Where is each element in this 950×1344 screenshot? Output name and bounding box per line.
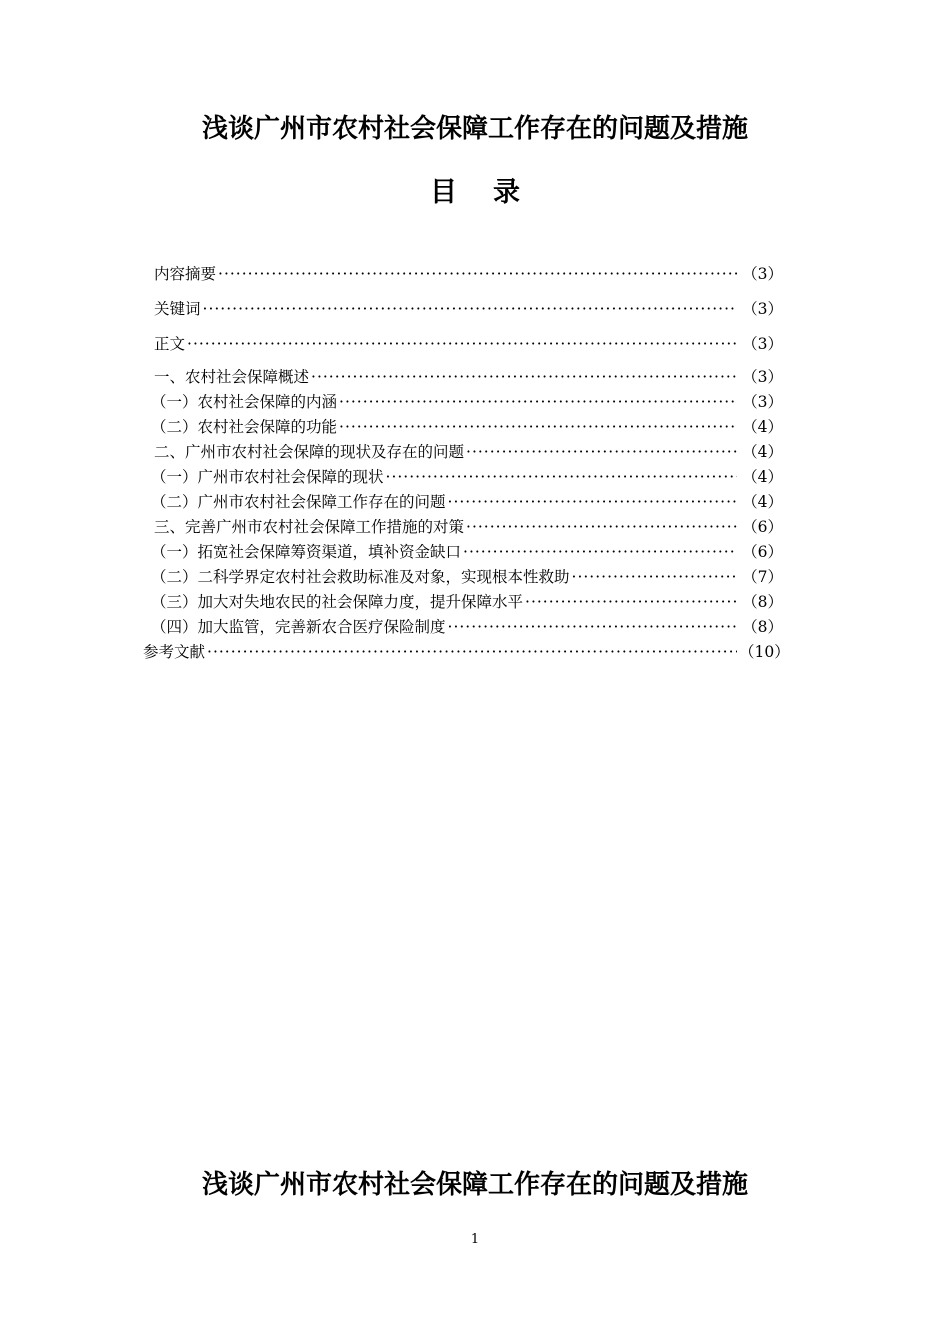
toc-entry[interactable] xyxy=(143,390,783,415)
toc-entry-page: （3） xyxy=(742,265,783,283)
toc-entry-page: （7） xyxy=(742,568,783,586)
toc-leader-dots xyxy=(572,565,737,590)
toc-leader-dots xyxy=(187,330,737,358)
toc-entry-page: （10） xyxy=(739,643,790,661)
toc-entry-label: （二）广州市农村社会保障工作存在的问题 xyxy=(151,493,446,511)
toc-leader-dots xyxy=(448,615,737,640)
toc-entry-label: （四）加大监管，完善新农合医疗保险制度 xyxy=(151,618,446,636)
toc-entry-label: 三、完善广州市农村社会保障工作措施的对策 xyxy=(154,518,465,536)
toc-leader-dots xyxy=(386,465,737,490)
table-of-contents xyxy=(143,260,790,665)
toc-entry[interactable] xyxy=(143,365,783,390)
toc-entry[interactable] xyxy=(143,640,790,665)
toc-leader-dots xyxy=(218,260,737,288)
toc-entry-page: （4） xyxy=(742,418,783,436)
toc-entry-page: （3） xyxy=(742,393,783,411)
toc-entry[interactable] xyxy=(143,415,783,440)
toc-leader-dots xyxy=(525,590,737,615)
toc-entry-label: 关键词 xyxy=(154,300,201,318)
toc-entry[interactable] xyxy=(143,615,783,640)
toc-leader-dots xyxy=(339,415,737,440)
toc-entry[interactable] xyxy=(143,540,783,565)
toc-entry[interactable] xyxy=(143,260,783,295)
toc-entry-label: （二）农村社会保障的功能 xyxy=(151,418,338,436)
toc-entry-label: （一）拓宽社会保障筹资渠道，填补资金缺口 xyxy=(151,543,462,561)
toc-entry-page: （6） xyxy=(742,543,783,561)
toc-entry[interactable] xyxy=(143,440,783,465)
toc-entry-label: （二）二科学界定农村社会救助标准及对象，实现根本性救助 xyxy=(151,568,570,586)
toc-entry[interactable] xyxy=(143,565,783,590)
toc-entry-page: （4） xyxy=(742,443,783,461)
toc-entry-label: 一、农村社会保障概述 xyxy=(154,368,310,386)
toc-entry-label: 正文 xyxy=(154,335,186,353)
toc-entry-label: （三）加大对失地农民的社会保障力度，提升保障水平 xyxy=(151,593,524,611)
toc-leader-dots xyxy=(466,515,737,540)
toc-entry-page: （3） xyxy=(742,335,783,353)
toc-entry-page: （8） xyxy=(742,618,783,636)
toc-leader-dots xyxy=(466,440,737,465)
toc-entry-label: 二、广州市农村社会保障的现状及存在的问题 xyxy=(154,443,465,461)
toc-leader-dots xyxy=(448,490,737,515)
document-title: 浅谈广州市农村社会保障工作存在的问题及措施 xyxy=(201,114,748,144)
toc-entry-page: （8） xyxy=(742,593,783,611)
toc-leader-dots xyxy=(339,390,737,415)
toc-entry[interactable] xyxy=(143,330,783,365)
toc-entry-page: （6） xyxy=(742,518,783,536)
toc-entry-page: （3） xyxy=(742,368,783,386)
toc-entry[interactable] xyxy=(143,515,783,540)
toc-leader-dots xyxy=(207,640,737,665)
toc-entry-label: （一）广州市农村社会保障的现状 xyxy=(151,468,384,486)
toc-entry-label: 参考文献 xyxy=(143,643,206,661)
body-title: 浅谈广州市农村社会保障工作存在的问题及措施 xyxy=(201,1170,748,1200)
toc-entry-page: （4） xyxy=(742,468,783,486)
toc-entry-page: （4） xyxy=(742,493,783,511)
toc-entry[interactable] xyxy=(143,490,783,515)
toc-leader-dots xyxy=(463,540,737,565)
toc-entry-page: （3） xyxy=(742,300,783,318)
toc-entry[interactable] xyxy=(143,590,783,615)
toc-leader-dots xyxy=(203,295,737,323)
toc-entry[interactable] xyxy=(143,295,783,330)
toc-heading: 目录 xyxy=(430,177,556,208)
toc-entry[interactable] xyxy=(143,465,783,490)
toc-entry-label: （一）农村社会保障的内涵 xyxy=(151,393,338,411)
toc-entry-label: 内容摘要 xyxy=(154,265,217,283)
toc-leader-dots xyxy=(311,365,737,390)
page-number: 1 xyxy=(470,1232,480,1247)
